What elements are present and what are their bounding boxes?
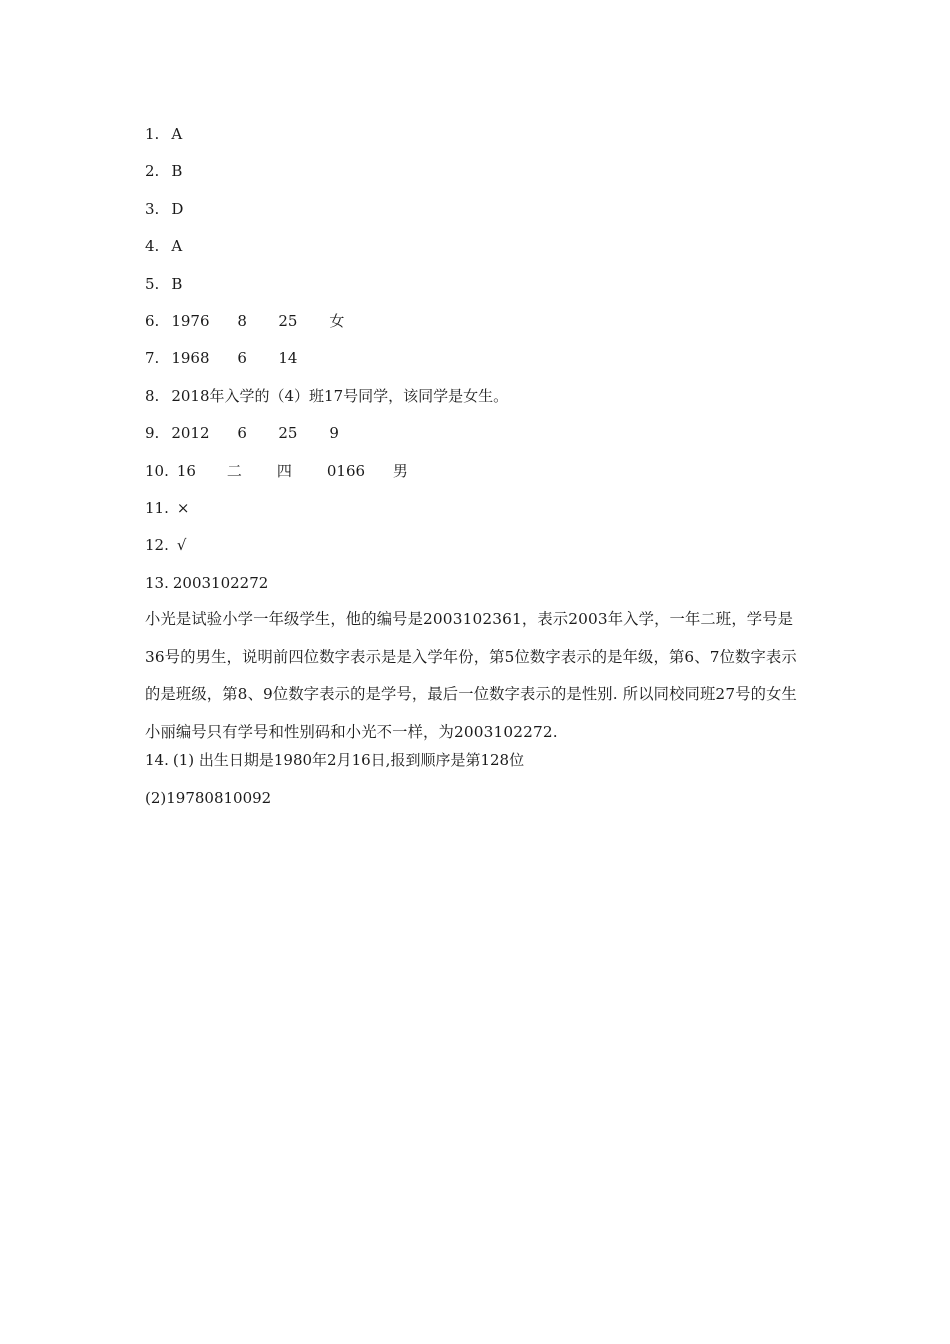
answer-value: D — [171, 199, 184, 218]
answer-number: 4. — [145, 237, 160, 256]
answer-value: 8 — [237, 311, 247, 330]
answer-14-part-2 — [145, 785, 810, 822]
answer-value: B — [171, 274, 183, 293]
answer-value: 2003102272 — [172, 573, 269, 592]
answer-13-explanation: 小光是试验小学一年级学生，他的编号是2003102361，表示2003年入学，一年二班，学号是36号的男生，说明前四位数字表示是是入学年份，第5位数字表示的是年级，第6、7位数字表示的是班级，第8、9位数字表示的是学号，最后一位数字表示的是性别. 所以同校同班27号的女生小丽编号只有学号和性别码和小光不一样，为2003102272. — [145, 610, 797, 741]
answer-value: 6 — [237, 349, 247, 368]
answer-value: 女 — [329, 311, 345, 330]
answer-value: 二 — [226, 461, 242, 480]
answer-value: 1968 — [171, 349, 210, 368]
answer-10 — [145, 458, 810, 495]
answer-value: √ — [176, 536, 187, 555]
answer-1 — [145, 121, 810, 158]
answer-number: 12. — [145, 536, 169, 555]
answer-value: A — [171, 125, 183, 143]
answer-number: 11. — [145, 498, 169, 517]
answer-8 — [145, 383, 810, 420]
answer-number: 2. — [145, 162, 160, 181]
answer-6 — [145, 308, 810, 345]
answer-14-part-1 — [145, 747, 810, 784]
answer-number: 13. — [145, 573, 169, 592]
answer-number: 3. — [145, 199, 160, 218]
answer-value: B — [171, 162, 183, 181]
answer-3 — [145, 196, 810, 233]
answer-number: 6. — [145, 311, 160, 330]
answer-number: 5. — [145, 274, 160, 293]
answer-2 — [145, 158, 810, 195]
answer-list — [145, 121, 810, 822]
answer-value: (2)19780810092 — [145, 788, 272, 807]
answer-number: 9. — [145, 424, 160, 443]
answer-5 — [145, 271, 810, 308]
answer-value: × — [176, 498, 190, 517]
answer-9 — [145, 420, 810, 457]
answer-value: 2012 — [171, 424, 210, 443]
answer-7 — [145, 345, 810, 382]
answer-4 — [145, 233, 810, 270]
answer-value: 9 — [329, 424, 339, 443]
answer-value: 16 — [176, 461, 196, 480]
answer-value: 1976 — [171, 311, 210, 330]
answer-value: 25 — [278, 424, 298, 443]
answer-value: 0166 — [326, 461, 366, 480]
answer-value: 2018年入学的（4）班17号同学，该同学是女生。 — [171, 386, 509, 405]
answer-value: 6 — [237, 424, 247, 443]
answer-value: 四 — [276, 461, 292, 480]
answer-value: 25 — [278, 311, 298, 330]
answer-12 — [145, 532, 810, 569]
answer-value: (1) 出生日期是1980年2月16日,报到顺序是第128位 — [172, 751, 525, 770]
answer-value: A — [171, 237, 183, 256]
answer-11 — [145, 495, 810, 532]
answer-value: 男 — [392, 461, 408, 480]
answer-number: 1. — [145, 125, 160, 143]
answer-number: 14. — [145, 751, 169, 770]
answer-number: 10. — [145, 461, 169, 480]
answer-number: 8. — [145, 386, 160, 405]
answer-value: 14 — [278, 349, 298, 368]
answer-number: 7. — [145, 349, 160, 368]
